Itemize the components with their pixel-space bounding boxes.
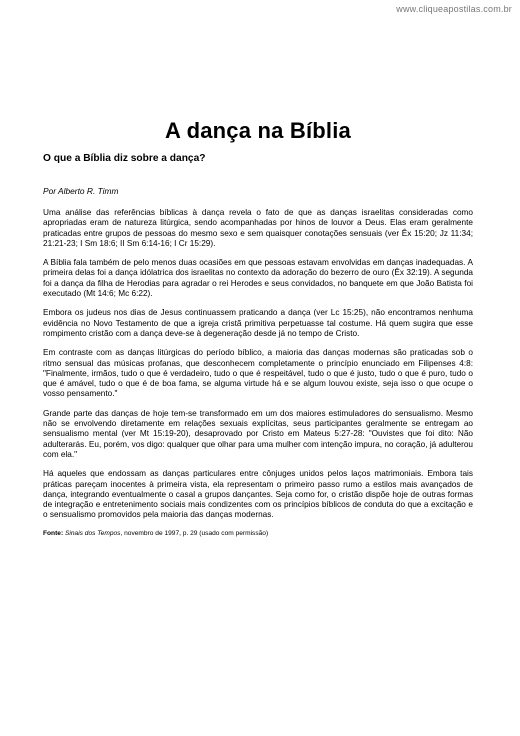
author-line: Por Alberto R. Timm [43,186,119,196]
paragraph-6: Há aqueles que endossam as danças particulares entre cônjuges unidos pelos laços matrimoniais. Embora tais práticas pareçam inocentes à primeira vista, ela representam o primeiro passo rumo a estilos mais avançados de dança, integrando eventualmente o casal a grupos dançantes. Seja como for, o cristão dispõe hoje de outras formas de integração e entretenimento sociais mais condizentes com os princípios bíblicos de conduta do que a excitação e o sensualismo promovidos pela maioria das danças modernas. [43,469,473,520]
paragraph-3: Embora os judeus nos dias de Jesus continuassem praticando a dança (ver Lc 15:25), não encontramos nenhuma evidência no Novo Testamento de que a igreja cristã primitiva perpetuasse tal costume. Há quem sugira que esse rompimento cristão com a dança deve-se à degeneração desde já no tempo de Cristo. [43,308,473,338]
paragraph-2: A Bíblia fala também de pelo menos duas ocasiões em que pessoas estavam envolvidas em danças inadequadas. A primeira delas foi a dança idólatrica dos israelitas no contexto da adoração do bezerro de ouro (Êx 32:19). A segunda foi a dança da filha de Herodias para agradar o rei Herodes e seus convidados, no banquete em que João Batista foi executado (Mt 14:6; Mc 6:22). [43,258,473,299]
page-title: A dança na Bíblia [165,118,351,143]
paragraph-1: Uma análise das referências bíblicas à dança revela o fato de que as danças israelitas consideradas como apropriadas eram de natureza litúrgica, sendo acompanhadas por hinos de louvor a Deus. Elas eram geralmente praticadas entre grupos de pessoas do mesmo sexo e sem quaisquer conotações sensuais (ver Êx 15:20; Jz 11:34; 21:21-23; I Sm 18:6; II Sm 6:14-16; I Cr 15:29). [43,208,473,248]
source-label: Fonte: [43,529,64,537]
document-body [43,118,473,537]
site-watermark: www.cliqueapostilas.com.br [396,4,512,14]
source-citation [43,530,473,537]
source-details: , novembro de 1997, p. 29 (usado com permissão) [120,529,269,537]
page-subtitle: O que a Bíblia diz sobre a dança? [43,153,206,164]
paragraph-5: Grande parte das danças de hoje tem-se transformado em um dos maiores estimuladores do sensualismo. Mesmo não se envolvendo diretamente em relações sexuais explícitas, seus participantes geralmente se entregam ao sensualismo mental (ver Mt 15:19-20), desaprovado por Cristo em Mateus 5:27-28: "Ouvistes que foi dito: Não adulterarás. Eu, porém, vos digo: qualquer que olhar para uma mulher com intenção impura, no coração, já adulterou com ela." [43,408,473,459]
source-publication: Sinais dos Tempos [65,529,121,537]
paragraph-4: Em contraste com as danças litúrgicas do período bíblico, a maioria das danças modernas são praticadas sob o ritmo sensual das músicas profanas, que desconhecem completamente o princípio enunciado em Filipenses 4:8: "Finalmente, irmãos, tudo o que é verdadeiro, tudo o que é respeitável, tudo o que é justo, tudo o que é puro, tudo o que é amável, tudo o que é de boa fama, se alguma virtude há e se algum louvou existe, seja isso o que ocupe o vosso pensamento." [43,348,473,399]
